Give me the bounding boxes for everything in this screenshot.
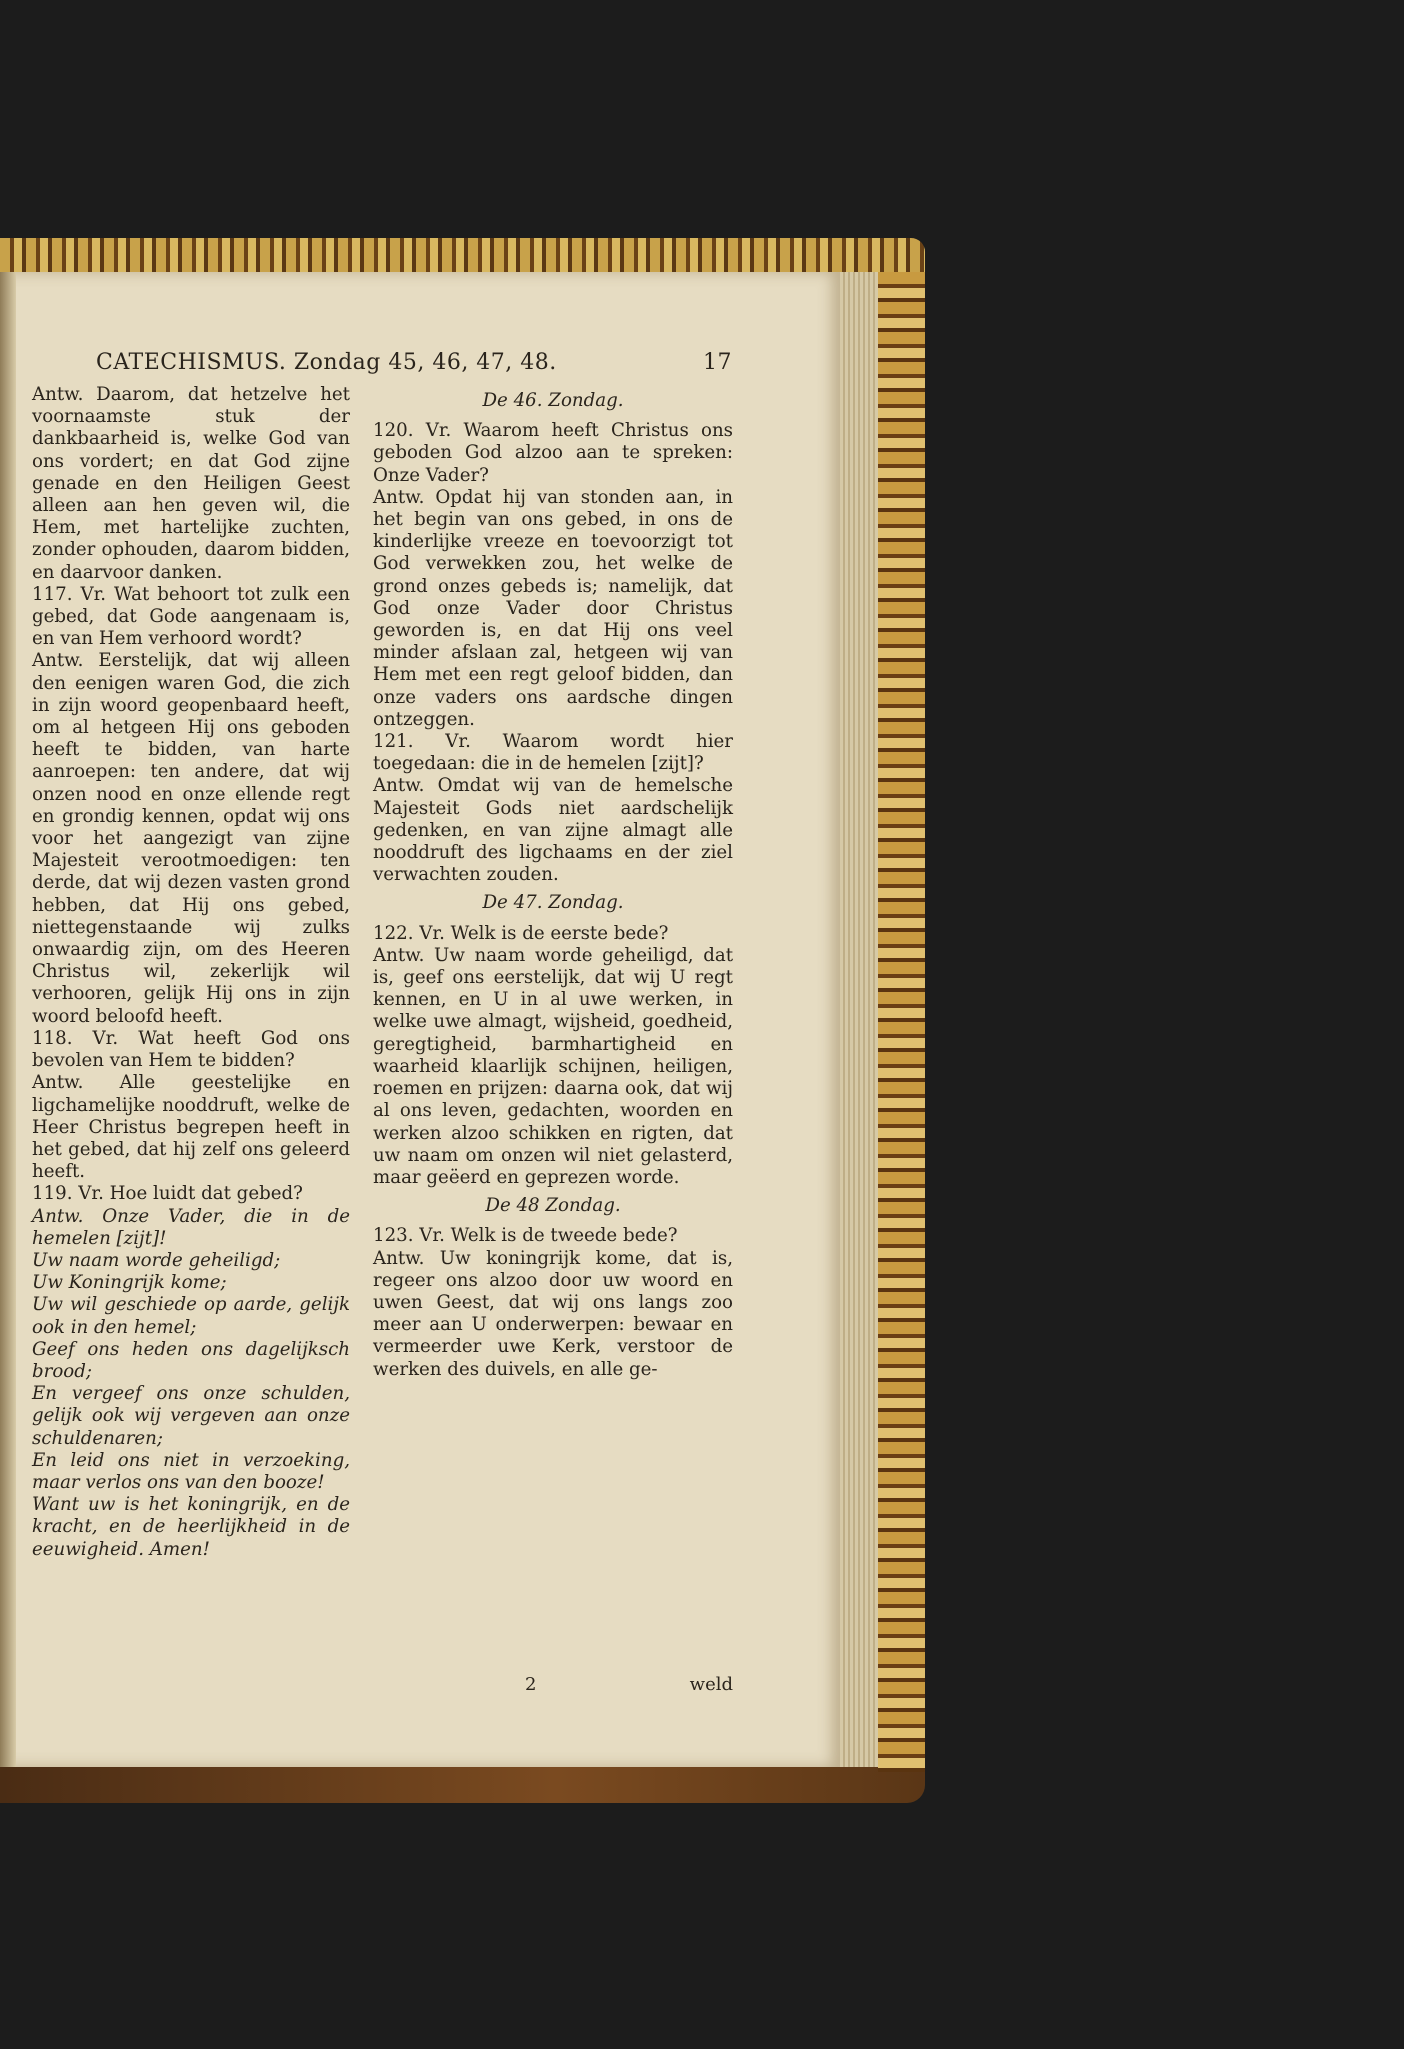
answer-123: Antw. Uw koningrijk kome, dat is, regeer ons alzoo door uw woord en uwen Geest, dat wij ons langs zoo meer aan U onderwerpen: bewaar en vermeerder uwe Kerk, verstoor de werken des duivels, en alle ge- (373, 1247, 733, 1380)
running-title: CATECHISMUS. Zondag 45, 46, 47, 48. (96, 350, 557, 375)
prayer-line: Geef ons heden ons dagelijksch brood; (32, 1338, 350, 1382)
prayer-line: Uw Koningrijk kome; (32, 1272, 227, 1294)
answer-118: Antw. Alle geestelijke en ligchamelijke nooddruft, welke de Heer Christus begrepen heeft in het gebed, dat hij zelf ons geleerd heeft. (32, 1072, 350, 1183)
prayer-line: Want uw is het koningrijk, en de kracht, en de heerlijkheid in de eeuwigheid. Amen! (32, 1494, 350, 1560)
running-header (96, 350, 732, 384)
section-heading: De 46. Zondag. (482, 390, 624, 411)
catchword: weld (689, 1674, 733, 1695)
question-118: 118. Vr. Wat heeft God ons bevolen van Hem te bidden? (32, 1027, 350, 1072)
answer-120: Antw. Opdat hij van stonden aan, in het begin van ons gebed, in ons de kinderlijke vreeze en toevoorzigt tot God verwekken zou, het welke de grond onzes gebeds is; namelijk, dat God onze Vader door Christus geworden is, en dat Hij ons veel minder afslaan zal, hetgeen wij van Hem met een regt geloof bidden, dan onze vaders ons aardsche dingen ontzeggen. (373, 486, 733, 730)
answer-119: Antw. Onze Vader, die in de hemelen [zijt]! (32, 1205, 350, 1249)
prayer-line: En vergeef ons onze schulden, gelijk ook wij vergeven aan onze schuldenaren; (32, 1383, 350, 1449)
gilt-top-edge (0, 238, 925, 272)
right-column (373, 384, 733, 1381)
page-number: 17 (703, 350, 732, 375)
answer-121: Antw. Omdat wij van de hemelsche Majesteit Gods niet aardschelijk gedenken, en van zijne almagt alle nooddruft des ligchaams en der ziel verwachten zouden. (373, 775, 733, 886)
page-stack (840, 272, 878, 1767)
question-117: 117. Vr. Wat behoort tot zulk een gebed, dat Gode aangenaam is, en van Hem verhoord wordt? (32, 583, 350, 650)
answer-122: Antw. Uw naam worde geheiligd, dat is, geef ons eerstelijk, dat wij U regt kennen, en U in al uwe werken, in welke uwe almagt, wijsheid, goedheid, geregtigheid, barmhartigheid en waarheid klaarlijk schijnen, heiligen, roemen en prijzen: daarna ook, dat wij al ons leven, gedachten, woorden en werken alzoo schikken en rigten, dat uw naam om onzen wil niet gelasterd, maar geëerd en geprezen worde. (373, 944, 733, 1188)
page-footer (373, 1674, 733, 1698)
gilt-fore-edge (878, 272, 925, 1772)
question-119: 119. Vr. Hoe luidt dat gebed? (32, 1183, 303, 1205)
signature-mark: 2 (525, 1674, 537, 1695)
question-121: 121. Vr. Waarom wordt hier toegedaan: die in de hemelen [zijt]? (373, 731, 733, 775)
question-122: 122. Vr. Welk is de eerste bede? (373, 922, 669, 944)
prayer-line: Uw wil geschiede op aarde, gelijk ook in den hemel; (32, 1294, 350, 1338)
question-120: 120. Vr. Waarom heeft Christus ons geboden God alzoo aan te spreken: Onze Vader? (373, 420, 733, 486)
section-heading: De 48 Zondag. (485, 1195, 621, 1217)
answer-116: Antw. Daarom, dat hetzelve het voornaamste stuk der dankbaarheid is, welke God van ons vordert; en dat God zijne genade en den Heiligen Geest alleen aan hen geven wil, die Hem, met hartelijke zuchten, zonder ophouden, daarom bidden, en daarvoor danken. (32, 384, 350, 583)
question-123: 123. Vr. Welk is de tweede bede? (373, 1225, 678, 1247)
left-column (32, 384, 350, 1561)
prayer-line: Uw naam worde geheiligd; (32, 1249, 281, 1271)
section-heading: De 47. Zondag. (482, 892, 624, 914)
prayer-line: En leid ons niet in verzoeking, maar verlos ons van den booze! (32, 1449, 350, 1493)
page-gutter (0, 272, 16, 1767)
answer-117: Antw. Eerstelijk, dat wij alleen den eenigen waren God, die zich in zijn woord geopenbaard heeft, om al hetgeen Hij ons geboden heeft te bidden, van harte aanroepen: ten andere, dat wij onzen nood en onze ellende regt en grondig kennen, opdat wij ons voor het aangezigt van zijne Majesteit verootmoedigen: ten derde, dat wij dezen vasten grond hebben, dat Hij ons gebed, niettegenstaande wij zulks onwaardig zijn, om des Heeren Christus wil, zekerlijk wil verhooren, gelijk Hij ons in zijn woord beloofd heeft. (32, 650, 350, 1027)
